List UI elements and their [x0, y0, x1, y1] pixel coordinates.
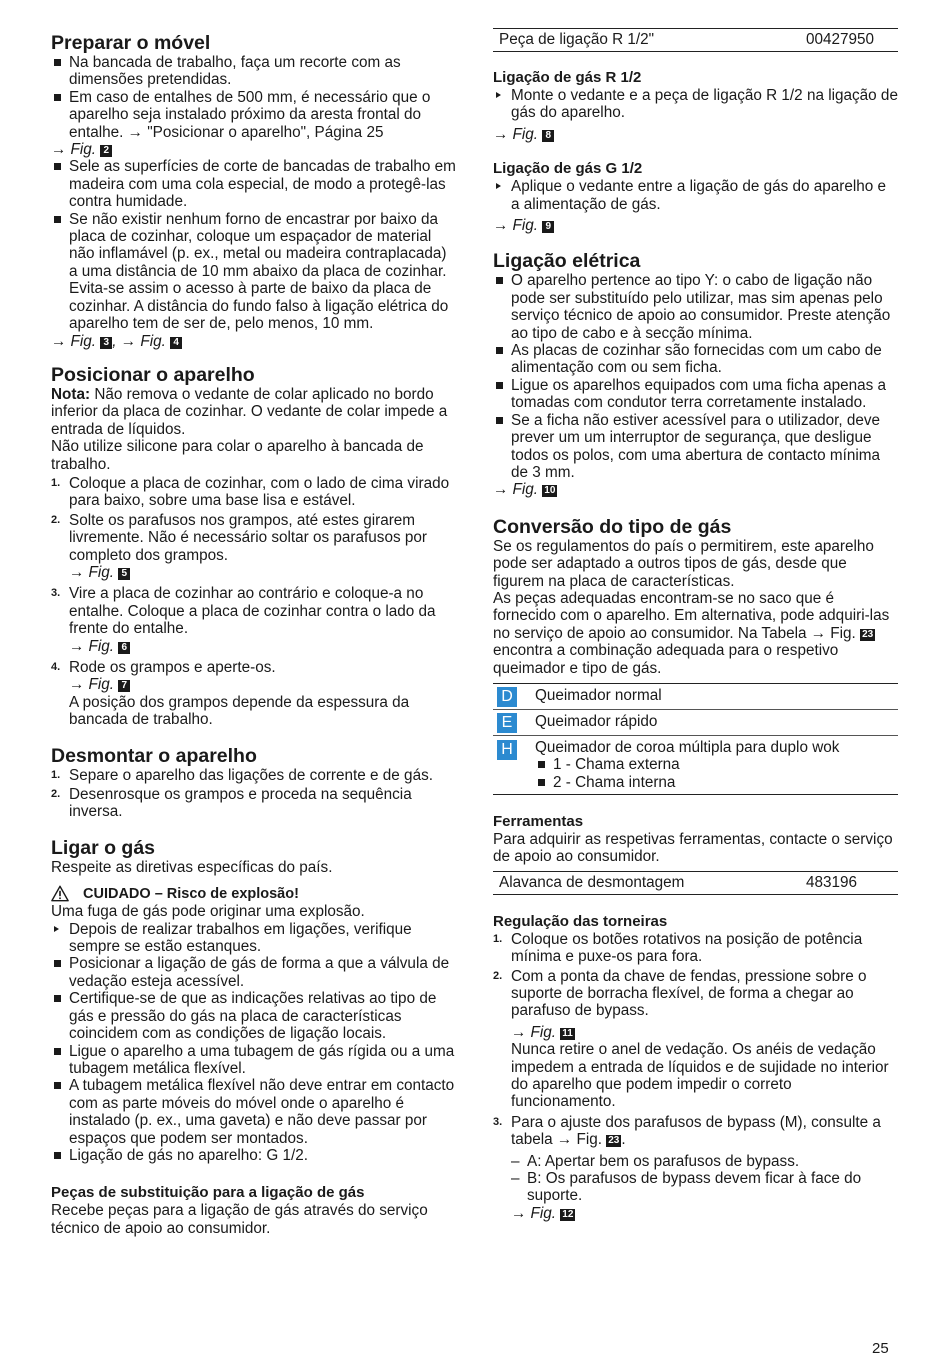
figure-number-badge: 10: [544, 485, 556, 497]
heading-preparar-movel: Preparar o móvel: [51, 32, 211, 54]
figure-number-badge: 23: [608, 1135, 620, 1147]
tools-table-row: [493, 872, 898, 895]
burner-row: [493, 684, 898, 710]
bullet: Na bancada de trabalho, faça um recorte com as dimensões pretendidas.: [51, 54, 456, 89]
figure-reference: → Fig. 7: [51, 676, 456, 693]
triangle-bullet-icon: [496, 183, 501, 189]
figure-reference: → Fig. 5: [51, 564, 456, 581]
triangle-bullet-icon: [54, 926, 59, 932]
note: Nota: Não remova o vedante de colar aplicado no bordo inferior da placa de cozinhar. O vedante de colar impede a entrada de líquidos.: [51, 385, 448, 438]
figure-reference: → Fig. 8: [493, 126, 898, 143]
step-2: 2. Desenrosque os grampos e proceda na sequência inversa.: [51, 786, 412, 821]
warning-text: Uma fuga de gás pode originar uma explosão.: [51, 903, 365, 921]
burner-letter-badge: H: [497, 740, 517, 760]
step-2: 2. Solte os parafusos nos grampos, até estes girarem livremente. Não é necessário soltar os parafusos por completo dos grampos.: [51, 511, 427, 564]
step-2-note: Nunca retire o anel de vedação. Os anéis de vedação impedem a entrada de líquidos e de sujidade no interior do aparelho que podem impedir o correto funcionamento.: [511, 1041, 889, 1111]
figure-reference: → Fig. 3 , → Fig. 4: [51, 333, 456, 350]
bullet: Ligue o aparelho a uma tubagem de gás rígida ou a uma tubagem metálica flexível.: [51, 1043, 456, 1078]
heading-regulacao-torneiras: Regulação das torneiras: [493, 912, 668, 930]
bullet: Sele as superfícies de corte de bancadas de trabalho em madeira com uma cola especial, de modo a protegê-las contra humidade.: [51, 158, 456, 210]
bullet-square-icon: [54, 216, 61, 223]
paragraph: Se os regulamentos do país o permitirem, este aparelho pode ser adaptado a outros tipos de gás, desde que figurem na placa de características.: [493, 537, 874, 590]
burner-letter-badge: D: [497, 687, 517, 707]
bullet-square-icon: [496, 347, 503, 354]
heading-conversao-gas: Conversão do tipo de gás: [493, 515, 732, 538]
tool-name: Alavanca de desmontagem: [499, 874, 685, 892]
dash-item: – B: Os parafusos de bypass devem ficar à face do suporte.: [511, 1170, 862, 1205]
bullet-square-icon: [496, 382, 503, 389]
bullet-square-icon: [54, 995, 61, 1002]
figure-number-badge: 6: [118, 642, 130, 654]
step-4: 4. Rode os grampos e aperte-os.: [51, 659, 276, 676]
bullet-square-icon: [54, 960, 61, 967]
triangle-bullet-icon: [496, 92, 501, 98]
dash-item: – A: Apertar bem os parafusos de bypass.: [511, 1152, 800, 1170]
step-3: 3. Para o ajuste dos parafusos de bypass (M), consulte a tabela → Fig. 23 .: [493, 1113, 881, 1149]
burner-row: [493, 736, 898, 794]
bullet-square-icon: [496, 417, 503, 424]
figure-number-badge: 2: [100, 145, 112, 157]
instruction: Aplique o vedante entre a ligação de gás do aparelho e a alimentação de gás.: [493, 178, 898, 213]
bullet: O aparelho pertence ao tipo Y: o cabo de ligação não pode ser substituído pelo utilizar, mas sim apenas pelo serviço técnico de apoio ao consumidor. Preste atenção ao tipo de cabo e à secção mínima.: [493, 272, 898, 342]
paragraph: Recebe peças para a ligação de gás através do serviço técnico de apoio ao consumidor.: [51, 1202, 428, 1237]
bullet-square-icon: [54, 163, 61, 170]
bullet: Ligue os aparelhos equipados com uma ficha apenas a tomadas com condutor terra corretamente instalado.: [493, 377, 898, 412]
left-column: [51, 0, 456, 1237]
part-code: 00427950: [806, 31, 875, 49]
figure-number-badge: 4: [170, 337, 182, 349]
burner-row: [493, 710, 898, 736]
note-silicone: Não utilize silicone para colar o aparelho à bancada de trabalho.: [51, 438, 424, 473]
figure-number-badge: 8: [542, 130, 554, 142]
step-1: 1. Coloque a placa de cozinhar, com o lado de cima virado para baixo, sobre uma base lisa e estável.: [51, 474, 450, 510]
heading-posicionar-aparelho: Posicionar o aparelho: [51, 363, 255, 386]
bullet-square-icon: [496, 277, 503, 284]
paragraph: Para adquirir as respetivas ferramentas, contacte o serviço de apoio ao consumidor.: [493, 830, 893, 866]
heading-ligacao-eletrica: Ligação elétrica: [493, 250, 641, 273]
figure-reference: → Fig. 11: [511, 1023, 573, 1041]
warning-icon: [51, 885, 69, 902]
step-2: 2. Com a ponta da chave de fendas, pressione sobre o suporte de borracha flexível, de forma a chegar ao parafuso de bypass.: [493, 967, 867, 1020]
bullet-square-icon: [54, 1048, 61, 1055]
bullet: Se a ficha não estiver acessível para o utilizador, deve prever um um interruptor de segurança, que desligue todos os polos, com uma abertura de contacto mínima de 3 mm.: [493, 412, 898, 482]
bullet: As placas de cozinhar são fornecidas com um cabo de alimentação com ou sem ficha.: [493, 342, 898, 377]
step-4-note: A posição dos grampos depende da espessura da bancada de trabalho.: [69, 693, 410, 729]
figure-reference: → Fig. 12: [511, 1204, 574, 1222]
figure-number-badge: 5: [118, 568, 130, 580]
instruction: Monte o vedante e a peça de ligação R 1/2 na ligação de gás do aparelho.: [493, 87, 898, 122]
figure-number-badge: 9: [542, 221, 554, 233]
tool-code: 483196: [806, 874, 858, 892]
figure-reference: → Fig. 2: [51, 141, 456, 158]
bullet-square-icon: [538, 761, 545, 768]
figure-reference: → Fig. 9: [493, 217, 898, 234]
bullet: Se não existir nenhum forno de encastrar por baixo da placa de cozinhar, coloque um espaçador de material não inflamável (p. ex., metal ou madeira contraplacada) a uma distância de 10 mm abaixo da placa de cozinhar. Evita-se assim o acesso à parte de baixo da placa de cozinhar. A distância do fundo falso à ligação elétrica do aparelho tem de ser de, pelo menos, 10 mm.: [51, 211, 456, 333]
bullet: A tubagem metálica flexível não deve entrar em contacto com as parte móveis do móvel onde o aparelho é instalado (p. ex., uma gaveta) e não deve passar por espaços que podem ser montados.: [51, 1077, 456, 1147]
instruction: Depois de realizar trabalhos em ligações, verifique sempre se estão estanques.: [51, 921, 456, 956]
part-name: Peça de ligação R 1/2": [499, 31, 655, 49]
figure-reference: → Fig. 10: [493, 481, 556, 499]
heading-ligacao-g12: Ligação de gás G 1/2: [493, 160, 643, 178]
figure-number-badge: 23: [862, 628, 874, 640]
warning-title: CUIDADO – Risco de explosão!: [51, 885, 456, 903]
bullet: Posicionar a ligação de gás de forma a que a válvula de vedação esteja acessível.: [51, 955, 456, 990]
heading-desmontar-aparelho: Desmontar o aparelho: [51, 744, 257, 767]
bullet: 1 - Chama externa: [535, 756, 895, 773]
burner-name: Queimador rápido: [535, 712, 658, 730]
step-1: 1. Separe o aparelho das ligações de corrente e de gás.: [51, 766, 433, 784]
heading-ferramentas: Ferramentas: [493, 812, 584, 830]
bullet: 2 - Chama interna: [535, 774, 895, 791]
bullet-square-icon: [54, 1082, 61, 1089]
burner-letter-badge: E: [497, 713, 517, 733]
bullet-square-icon: [538, 779, 545, 786]
figure-number-badge: 3: [100, 337, 112, 349]
intro-text: Respeite as diretivas específicas do país.: [51, 858, 333, 876]
bullet-square-icon: [54, 59, 61, 66]
figure-number-badge: 7: [118, 680, 130, 692]
figure-reference: → Fig. 6: [51, 638, 456, 655]
heading-ligar-gas: Ligar o gás: [51, 836, 156, 859]
bullet: Ligação de gás no aparelho: G 1/2.: [51, 1147, 456, 1164]
bullet: Em caso de entalhes de 500 mm, é necessário que o aparelho seja instalado próximo da aresta frontal do entalhe. → "Posicionar o aparelho", Página 25: [51, 89, 456, 141]
bullet: Certifique-se de que as indicações relativas ao tipo de gás e pressão do gás na placa de características coincidem com as condições de ligação locais.: [51, 990, 456, 1042]
paragraph: As peças adequadas encontram-se no saco que é fornecido com o aparelho. Em alternativa, pode adquiri-las no serviço de apoio ao consumidor. Na Tabela → Fig. 23 encontra a combinação adequada para o respetivo queimador e tipo de gás.: [493, 589, 890, 677]
bullet-square-icon: [54, 94, 61, 101]
step-3: 3. Vire a placa de cozinhar ao contrário e coloque-a no entalhe. Coloque a placa de cozinhar contra o lado da frente do entalhe.: [51, 585, 436, 638]
parts-table-row: [493, 29, 898, 52]
bullet-square-icon: [54, 1152, 61, 1159]
figure-number-badge: 11: [562, 1027, 573, 1039]
burner-name: Queimador normal: [535, 686, 662, 704]
step-1: 1. Coloque os botões rotativos na posição de potência mínima e puxe-os para fora.: [493, 930, 863, 966]
heading-pecas-substituicao: Peças de substituição para a ligação de gás: [51, 1184, 365, 1202]
page-number: 25: [872, 1340, 889, 1357]
figure-number-badge: 12: [562, 1208, 574, 1220]
heading-ligacao-r12: Ligação de gás R 1/2: [493, 69, 642, 86]
right-column: [493, 0, 898, 1222]
burner-name: Queimador de coroa múltipla para duplo wok: [535, 738, 840, 756]
burner-table: [493, 683, 898, 795]
